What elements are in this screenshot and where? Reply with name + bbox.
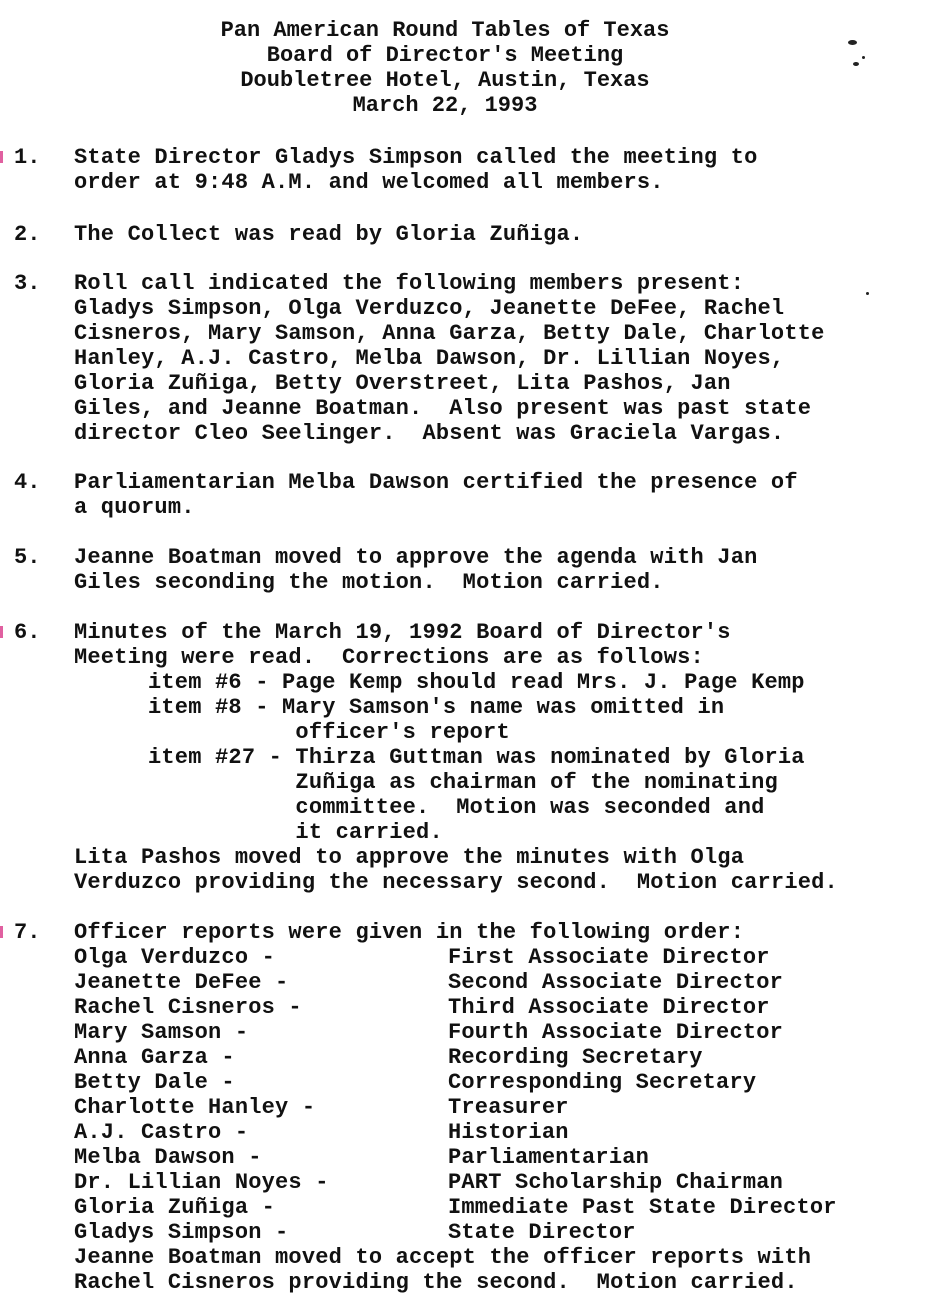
correction-line: item #27 - Thirza Guttman was nominated by Gloria bbox=[148, 745, 805, 770]
item-number: 5. bbox=[14, 545, 41, 570]
scan-speck bbox=[848, 40, 857, 45]
item-text-line: order at 9:48 A.M. and welcomed all members. bbox=[74, 170, 664, 195]
correction-line: officer's report bbox=[148, 720, 510, 745]
officer-title: First Associate Director bbox=[448, 945, 770, 970]
officer-title: Fourth Associate Director bbox=[448, 1020, 784, 1045]
officer-name: Anna Garza - bbox=[74, 1045, 235, 1070]
officer-name: Dr. Lillian Noyes - bbox=[74, 1170, 329, 1195]
meeting-location: Doubletree Hotel, Austin, Texas bbox=[240, 68, 650, 93]
correction-line: item #8 - Mary Samson's name was omitted in bbox=[148, 695, 725, 720]
item-number: 3. bbox=[14, 271, 41, 296]
item-number: 4. bbox=[14, 470, 41, 495]
margin-mark bbox=[0, 626, 3, 638]
item-text-line: State Director Gladys Simpson called the meeting to bbox=[74, 145, 758, 170]
officer-title: Second Associate Director bbox=[448, 970, 784, 995]
item-number: 1. bbox=[14, 145, 41, 170]
officer-name: Betty Dale - bbox=[74, 1070, 235, 1095]
item-text-line: Cisneros, Mary Samson, Anna Garza, Betty Dale, Charlotte bbox=[74, 321, 825, 346]
officer-name: A.J. Castro - bbox=[74, 1120, 249, 1145]
item-number: 7. bbox=[14, 920, 41, 945]
item-number: 2. bbox=[14, 222, 41, 247]
item-text-line: Minutes of the March 19, 1992 Board of Director's bbox=[74, 620, 731, 645]
correction-line: Zuñiga as chairman of the nominating bbox=[148, 770, 778, 795]
item-text-line: Rachel Cisneros providing the second. Motion carried. bbox=[74, 1270, 798, 1295]
correction-line: committee. Motion was seconded and bbox=[148, 795, 765, 820]
item-text-line: Hanley, A.J. Castro, Melba Dawson, Dr. Lillian Noyes, bbox=[74, 346, 785, 371]
item-text-line: Giles seconding the motion. Motion carried. bbox=[74, 570, 664, 595]
margin-mark bbox=[0, 151, 3, 163]
item-number: 6. bbox=[14, 620, 41, 645]
officer-name: Rachel Cisneros - bbox=[74, 995, 302, 1020]
officer-title: Historian bbox=[448, 1120, 569, 1145]
officer-title: Recording Secretary bbox=[448, 1045, 703, 1070]
officer-name: Olga Verduzco - bbox=[74, 945, 276, 970]
item-text-line: Gladys Simpson, Olga Verduzco, Jeanette DeFee, Rachel bbox=[74, 296, 785, 321]
meeting-date: March 22, 1993 bbox=[352, 93, 538, 118]
correction-line: it carried. bbox=[148, 820, 443, 845]
item-text-line: Gloria Zuñiga, Betty Overstreet, Lita Pashos, Jan bbox=[74, 371, 731, 396]
item-text-line: Roll call indicated the following members present: bbox=[74, 271, 745, 296]
item-text-line: Jeanne Boatman moved to approve the agenda with Jan bbox=[74, 545, 758, 570]
officer-title: PART Scholarship Chairman bbox=[448, 1170, 784, 1195]
item-text-line: The Collect was read by Gloria Zuñiga. bbox=[74, 222, 584, 247]
officer-title: Treasurer bbox=[448, 1095, 569, 1120]
officer-name: Charlotte Hanley - bbox=[74, 1095, 316, 1120]
officer-title: State Director bbox=[448, 1220, 636, 1245]
officer-name: Gladys Simpson - bbox=[74, 1220, 289, 1245]
officer-name: Melba Dawson - bbox=[74, 1145, 262, 1170]
officer-name: Jeanette DeFee - bbox=[74, 970, 289, 995]
item-text-line: director Cleo Seelinger. Absent was Graciela Vargas. bbox=[74, 421, 785, 446]
scan-speck bbox=[853, 62, 859, 66]
org-name: Pan American Round Tables of Texas bbox=[220, 18, 670, 43]
officer-title: Immediate Past State Director bbox=[448, 1195, 837, 1220]
item-text-line: Parliamentarian Melba Dawson certified the presence of bbox=[74, 470, 798, 495]
officer-title: Third Associate Director bbox=[448, 995, 770, 1020]
item-text-line: Giles, and Jeanne Boatman. Also present was past state bbox=[74, 396, 812, 421]
officer-name: Gloria Zuñiga - bbox=[74, 1195, 276, 1220]
correction-line: item #6 - Page Kemp should read Mrs. J. Page Kemp bbox=[148, 670, 805, 695]
item-text-line: a quorum. bbox=[74, 495, 195, 520]
scan-speck bbox=[866, 292, 869, 295]
meeting-title: Board of Director's Meeting bbox=[266, 43, 624, 68]
item-text-line: Verduzco providing the necessary second. Motion carried. bbox=[74, 870, 838, 895]
officer-name: Mary Samson - bbox=[74, 1020, 249, 1045]
officer-title: Corresponding Secretary bbox=[448, 1070, 757, 1095]
item-text-line: Jeanne Boatman moved to accept the officer reports with bbox=[74, 1245, 812, 1270]
officer-title: Parliamentarian bbox=[448, 1145, 650, 1170]
item-text-line: Officer reports were given in the following order: bbox=[74, 920, 745, 945]
scan-speck bbox=[862, 56, 865, 59]
margin-mark bbox=[0, 926, 3, 938]
item-text-line: Lita Pashos moved to approve the minutes with Olga bbox=[74, 845, 745, 870]
item-text-line: Meeting were read. Corrections are as follows: bbox=[74, 645, 704, 670]
document-header bbox=[0, 18, 890, 118]
